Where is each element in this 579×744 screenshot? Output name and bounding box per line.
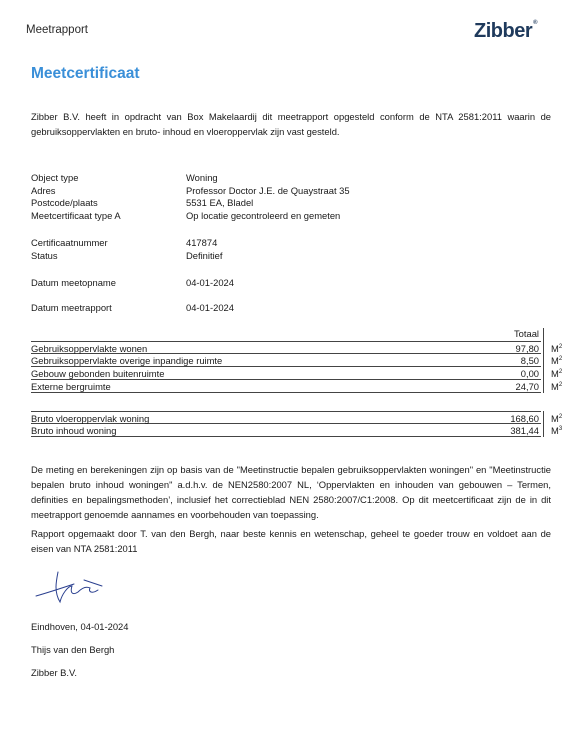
page-title: Meetcertificaat — [31, 65, 140, 82]
table-row — [31, 380, 563, 393]
table-row — [31, 354, 563, 367]
detail-key: Adres — [31, 184, 56, 196]
row-value: 168,60 — [510, 413, 539, 424]
statement-paragraph: Rapport opgemaakt door T. van den Bergh, naar beste kennis en wetenschap, geheel te goeder trouw en voldoet aan de eisen van NTA 2581:2011 — [31, 528, 551, 554]
row-label: Gebouw gebonden buitenruimte — [31, 368, 165, 379]
detail-key: Object type — [31, 172, 79, 183]
row-value: 97,80 — [515, 343, 539, 354]
methodology-paragraph: De meting en berekeningen zijn op basis van de "Meetinstructie bepalen gebruiksoppervlakten woningen" en "Meetinstructie bepalen bruto inhoud woningen" a.d.h.v. de NEN2580:2007 NL, ‘Oppervlakten en inhouden van gebouwen – Termen, definities en bepalingsmethoden’, inclusief het correctieblad NEN 2580:2007/C1:2008. Op dit meetcertificaat zijn de in dit meetrapport genoemde aannames en voorbehouden van toepassing. — [31, 464, 551, 520]
cert-row — [31, 237, 222, 250]
total-column-header: Totaal — [513, 328, 539, 339]
cert-value: Definitief — [186, 249, 223, 261]
logo-text: Zibber — [474, 20, 533, 42]
date-key: Datum meetrapport — [31, 302, 112, 313]
column-divider — [543, 423, 544, 437]
column-divider — [543, 328, 544, 342]
date-value: 04-01-2024 — [186, 277, 234, 288]
row-label: Bruto vloeroppervlak woning — [31, 413, 150, 424]
table-row — [31, 367, 563, 380]
detail-value: 5531 EA, Bladel — [186, 197, 254, 208]
date-report — [31, 302, 234, 315]
area-table — [31, 328, 563, 393]
detail-row — [31, 197, 350, 210]
detail-key: Meetcertificaat type A — [31, 209, 121, 221]
detail-row — [31, 210, 350, 223]
detail-value: Woning — [186, 172, 218, 183]
detail-row — [31, 185, 350, 198]
detail-value: Professor Doctor J.E. de Quaystraat 35 — [186, 184, 350, 196]
row-unit: $M^2$ — [551, 355, 563, 366]
logo-trademark: ® — [533, 20, 538, 26]
column-divider — [543, 353, 544, 367]
cert-key: Certificaatnummer — [31, 237, 108, 248]
place-date: Eindhoven, 04-01-2024 — [31, 621, 129, 632]
object-details — [31, 172, 350, 222]
row-unit: $M^3$ — [551, 425, 563, 436]
table-header-row — [31, 328, 541, 341]
bruto-table — [31, 411, 563, 437]
row-unit: $M^2$ — [551, 381, 563, 392]
row-unit: $M^2$ — [551, 368, 563, 379]
date-row — [31, 302, 234, 315]
date-row — [31, 277, 234, 290]
date-measurement — [31, 277, 234, 290]
row-label: Gebruiksoppervlakte overige inpandige ruimte — [31, 355, 223, 366]
company-name: Zibber B.V. — [31, 667, 78, 678]
detail-value: Op locatie gecontroleerd en gemeten — [186, 209, 341, 221]
zibber-logo — [474, 20, 537, 43]
detail-key: Postcode/plaats — [31, 197, 98, 208]
document-type-label: Meetrapport — [26, 24, 89, 36]
cert-key: Status — [31, 249, 58, 261]
table-row — [31, 341, 563, 354]
certificate-details — [31, 237, 222, 262]
table-row — [31, 411, 563, 424]
cert-value: 417874 — [186, 237, 218, 248]
row-label: Bruto inhoud woning — [31, 425, 117, 436]
table-row — [31, 424, 563, 437]
row-value: 24,70 — [515, 381, 539, 392]
cert-row — [31, 250, 222, 263]
row-value: 381,44 — [510, 425, 539, 436]
column-divider — [543, 379, 544, 393]
signature-image — [32, 566, 112, 608]
date-value: 04-01-2024 — [186, 302, 234, 313]
row-value: 8,50 — [520, 355, 539, 366]
detail-row — [31, 172, 350, 185]
row-value: 0,00 — [520, 368, 539, 379]
date-key: Datum meetopname — [31, 277, 116, 288]
row-unit: $M^2$ — [551, 343, 563, 354]
row-label: Externe bergruimte — [31, 381, 111, 392]
intro-paragraph: Zibber B.V. heeft in opdracht van Box Makelaardij dit meetrapport opgesteld conform de NTA 2581:2011 waarin de gebruiksoppervlakten en bruto- inhoud en vloeroppervlak zijn vast gesteld. — [31, 111, 551, 137]
row-unit: $M^2$ — [551, 413, 563, 424]
column-divider — [543, 366, 544, 380]
signer-name: Thijs van den Bergh — [31, 644, 115, 655]
row-label: Gebruiksoppervlakte wonen — [31, 343, 148, 354]
